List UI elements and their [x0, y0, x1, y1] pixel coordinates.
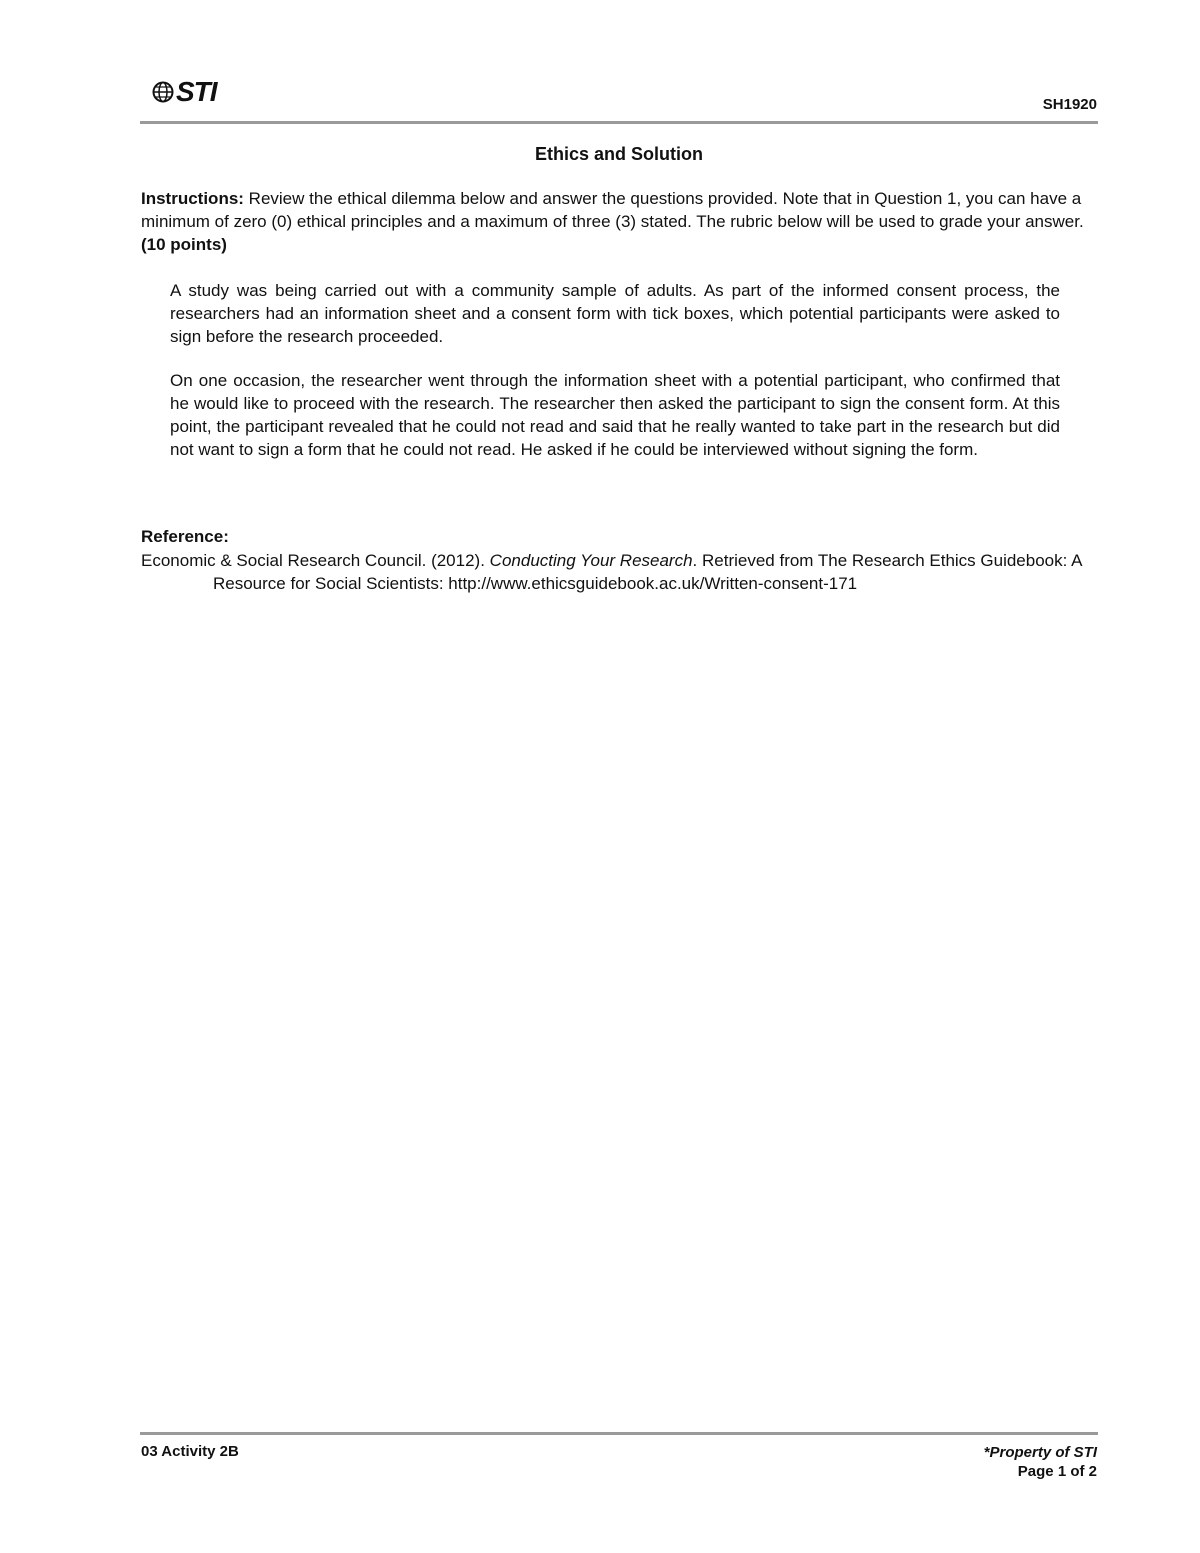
- reference-lead: Economic & Social Research Council. (2012).: [141, 551, 490, 570]
- globe-icon: [152, 81, 174, 103]
- footer-divider: [140, 1432, 1098, 1435]
- footer-activity-label: 03 Activity 2B: [141, 1443, 239, 1460]
- instructions-points: (10 points): [141, 235, 227, 254]
- reference-heading: Reference:: [141, 527, 229, 546]
- instructions-paragraph: [141, 187, 1099, 256]
- reference-work-title: Conducting Your Research: [489, 551, 693, 570]
- header-divider: [140, 121, 1098, 124]
- scenario-paragraph-2: On one occasion, the researcher went through the information sheet with a potential participant, who confirmed that he would like to proceed with the research. The researcher then asked the participant to sign the consent form. At this point, the participant revealed that he could not read and said that he really wanted to take part in the research but did not want to sign a form that he could not read. He asked if he could be interviewed without signing the form.: [170, 371, 1060, 459]
- reference-entry: [141, 549, 1101, 595]
- scenario-paragraph-1: A study was being carried out with a community sample of adults. As part of the informed consent process, the researchers had an information sheet and a consent form with tick boxes, which potential participants were asked to sign before the research proceeded.: [170, 281, 1060, 346]
- reference-tail: . Retrieved from The Research Ethics Guidebook: A Resource for Social Scientists: http://www.ethicsguidebook.ac.uk/Written-consent-171: [213, 551, 1082, 593]
- document-code: SH1920: [1042, 96, 1097, 113]
- property-notice: *Property of STI: [983, 1444, 1097, 1461]
- sti-logo: [152, 78, 217, 106]
- logo-text: STI: [176, 76, 217, 107]
- instructions-text: Review the ethical dilemma below and answer the questions provided. Note that in Question 1, you can have a minimum of zero (0) ethical principles and a maximum of three (3) stated. The rubric below will be used to grade your answer.: [141, 189, 1084, 231]
- page-title: Ethics and Solution: [534, 144, 703, 164]
- page-number: Page 1 of 2: [1017, 1463, 1097, 1480]
- footer-right: [984, 1443, 1097, 1481]
- instructions-label: Instructions:: [141, 189, 244, 208]
